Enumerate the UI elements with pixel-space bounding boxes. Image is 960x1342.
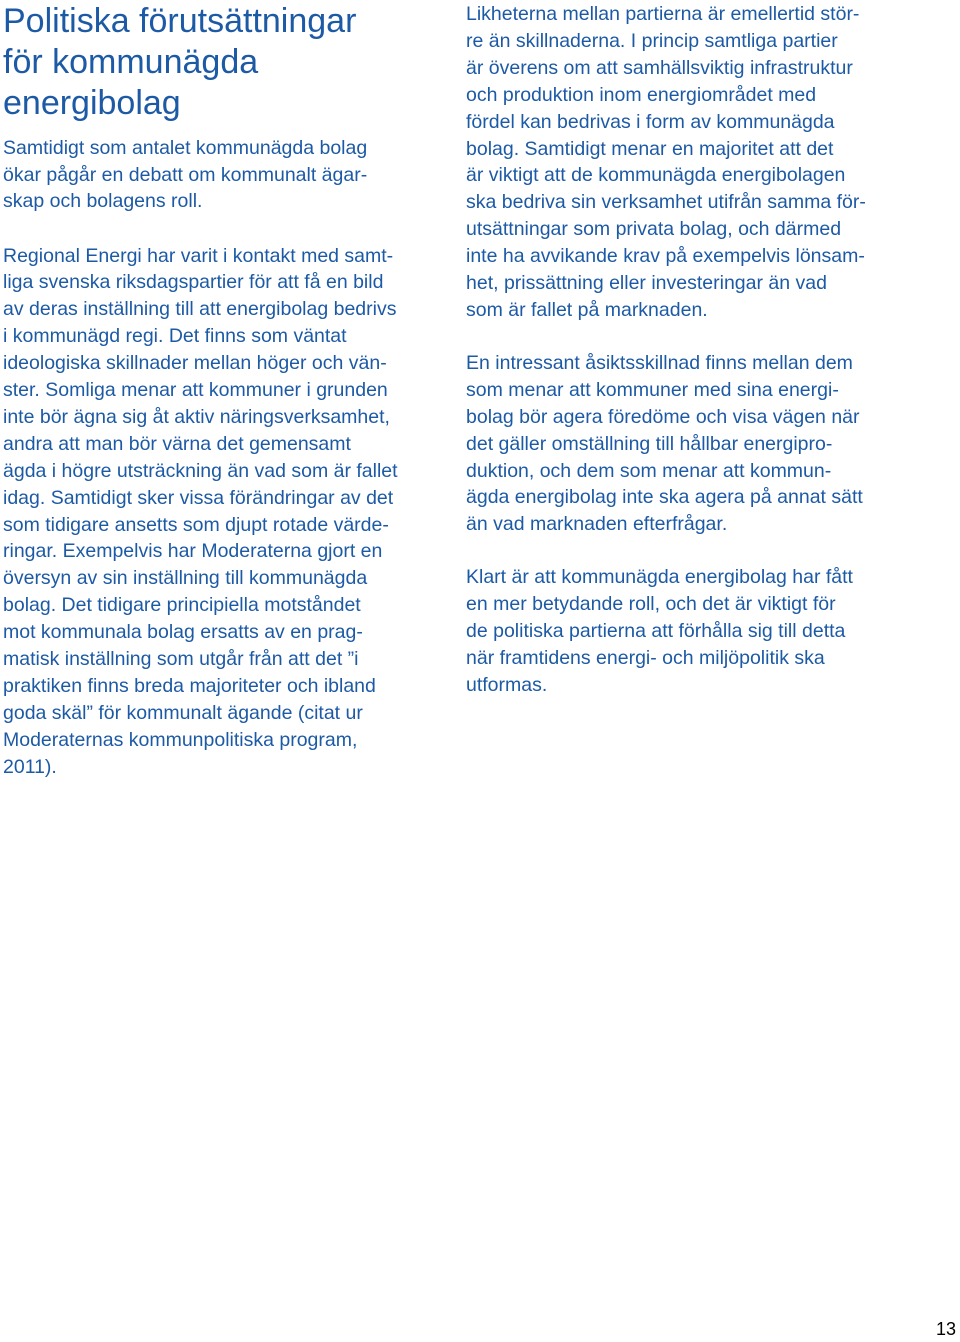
article-title	[3, 1, 443, 124]
paragraph-line: är viktigt att de kommunägda energibolagen	[466, 164, 846, 187]
paragraph-line: ägda energibolag inte ska agera på annat sätt	[466, 486, 863, 509]
paragraph-line: re än skillnaderna. I princip samtliga partier	[466, 29, 838, 52]
paragraph-line: bolag. Det tidigare principiella motståndet	[3, 594, 361, 617]
paragraph-line: som menar att kommuner med sina energi-	[466, 378, 839, 401]
paragraph-line: av deras inställning till att energibolag bedrivs	[3, 298, 397, 321]
paragraph-line: utformas.	[466, 673, 548, 696]
paragraph-line: inte bör ägna sig åt aktiv näringsverksamhet,	[3, 405, 390, 428]
page-number: 13	[935, 1319, 956, 1339]
paragraph-line: Moderaternas kommunpolitiska program,	[3, 728, 358, 751]
paragraph-line: när framtidens energi- och miljöpolitik ska	[466, 646, 825, 669]
paragraph-line: andra att man bör värna det gemensamt	[3, 432, 351, 455]
title-line: Politiska förutsättningar	[3, 2, 357, 40]
paragraph-line: bolag. Samtidigt menar en majoritet att det	[466, 137, 834, 160]
paragraph-line: och produktion inom energiområdet med	[466, 83, 817, 106]
paragraph-line: utsättningar som privata bolag, och därmed	[466, 218, 842, 241]
paragraph-line: idag. Samtidigt sker vissa förändringar av det	[3, 486, 394, 509]
paragraph-line: En intressant åsiktsskillnad finns mellan dem	[466, 351, 853, 374]
paragraph-line: duktion, och dem som menar att kommun-	[466, 459, 832, 482]
paragraph-line: goda skäl” för kommunalt ägande (citat ur	[3, 701, 363, 724]
paragraph-line: ideologiska skillnader mellan höger och vän-	[3, 352, 387, 375]
paragraph-line: än vad marknaden efterfrågar.	[466, 513, 728, 536]
right-paragraph	[466, 350, 906, 538]
paragraph-line: inte ha avvikande krav på exempelvis lönsam-	[466, 245, 865, 268]
paragraph-line: matisk inställning som utgår från att det ”i	[3, 648, 359, 671]
paragraph-line: som är fallet på marknaden.	[466, 298, 708, 321]
paragraph-line: är överens om att samhällsviktig infrastruktur	[466, 56, 853, 79]
lede-line: skap och bolagens roll.	[3, 190, 203, 212]
lede-line: Samtidigt som antalet kommunägda bolag	[3, 137, 368, 159]
paragraph-line: ringar. Exempelvis har Moderaterna gjort en	[3, 540, 383, 563]
paragraph-line: de politiska partierna att förhålla sig till detta	[466, 620, 846, 643]
paragraph-line: en mer betydande roll, och det är viktigt för	[466, 593, 836, 616]
paragraph-line: mot kommunala bolag ersatts av en prag-	[3, 621, 363, 644]
paragraph-line: praktiken finns breda majoriteter och ibland	[3, 675, 376, 697]
title-line: för kommunägda	[3, 43, 259, 81]
article-lede	[3, 135, 443, 215]
paragraph-line: Klart är att kommunägda energibolag har fått	[466, 566, 853, 589]
right-paragraph	[466, 1, 906, 324]
paragraph-line: het, prissättning eller investeringar än vad	[466, 272, 827, 295]
right-paragraph	[466, 564, 906, 699]
paragraph-line: 2011).	[3, 755, 57, 778]
left-column	[3, 0, 443, 781]
paragraph-line: ster. Somliga menar att kommuner i grunden	[3, 379, 388, 402]
paragraph-line: bolag bör agera föredöme och visa vägen när	[466, 405, 860, 428]
paragraph-line: det gäller omställning till hållbar energipro-	[466, 432, 833, 455]
paragraph-line: i kommunägd regi. Det finns som väntat	[3, 325, 347, 348]
paragraph-line: ska bedriva sin verksamhet utifrån samma för-	[466, 191, 866, 214]
left-paragraph	[3, 243, 443, 781]
title-line: energibolag	[3, 84, 181, 122]
paragraph-line: ägda i högre utsträckning än vad som är fallet	[3, 459, 398, 482]
paragraph-line: Likheterna mellan partierna är emellertid stör-	[466, 3, 860, 25]
paragraph-line: översyn av sin inställning till kommunägda	[3, 567, 368, 590]
paragraph-line: liga svenska riksdagspartier för att få en bild	[3, 271, 384, 294]
paragraph-line: som tidigare ansetts som djupt rotade värde-	[3, 513, 389, 536]
right-column	[466, 0, 906, 699]
paragraph-line: Regional Energi har varit i kontakt med samt-	[3, 244, 394, 267]
lede-line: ökar pågår en debatt om kommunalt ägar-	[3, 163, 368, 186]
paragraph-line: fördel kan bedrivas i form av kommunägda	[466, 110, 835, 133]
